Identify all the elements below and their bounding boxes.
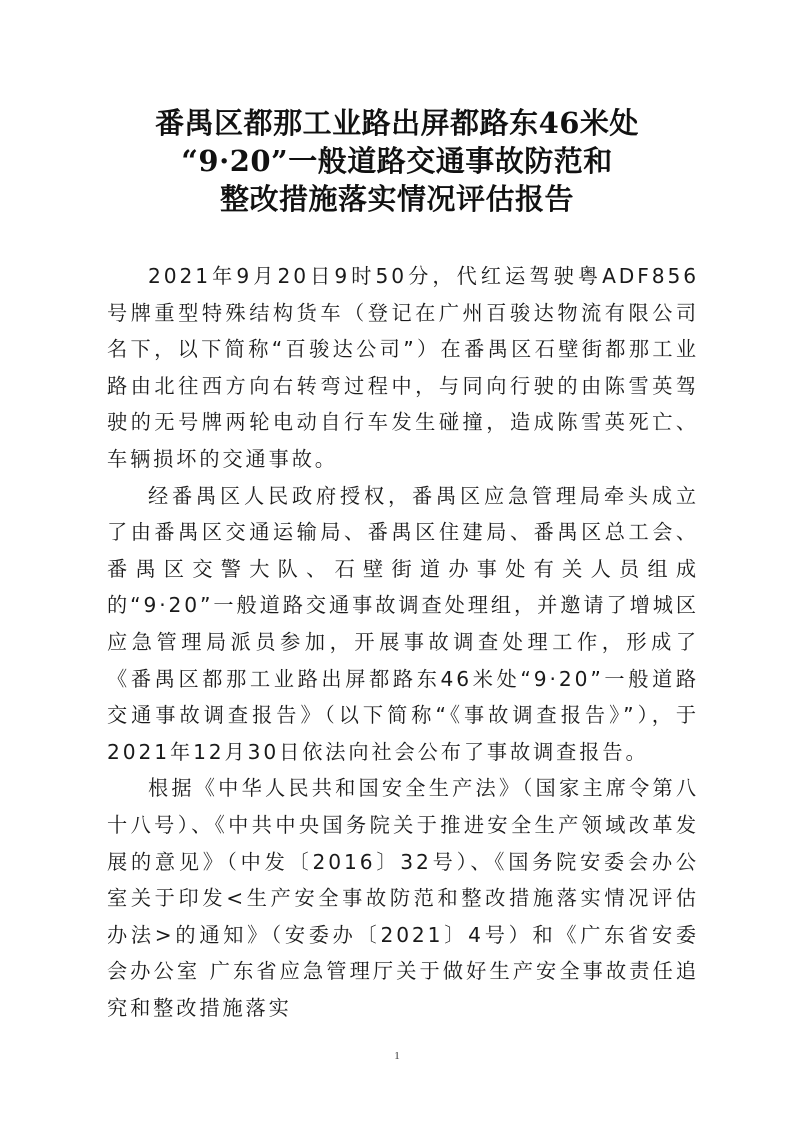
document-body bbox=[107, 258, 699, 1026]
paragraph-legal-basis: 根据《中华人民共和国安全生产法》（国家主席令第八十八号）、《中共中央国务院关于推进安全生产领域改革发展的意见》（中发〔2016〕32号）、《国务院安委会办公室关于印发<生产安全事故防范和整改措施落实情况评估办法>的通知》（安委办〔2021〕4号）和《广东省安委会办公室 广东省应急管理厅关于做好生产安全事故责任追究和整改措施落实 bbox=[107, 776, 699, 1020]
document-title bbox=[0, 104, 794, 218]
paragraph-investigation: 经番禺区人民政府授权，番禺区应急管理局牵头成立了由番禺区交通运输局、番禺区住建局、番禺区总工会、番禺区交警大队、石壁街道办事处有关人员组成的“9·20”一般道路交通事故调查处理组，并邀请了增城区应急管理局派员参加，开展事故调查处理工作，形成了《番禺区都那工业路出屏都路东46米处“9·20”一般道路交通事故调查报告》（以下简称“《事故调查报告》”），于2021年12月30日依法向社会公布了事故调查报告。 bbox=[107, 483, 699, 764]
page-number: 1 bbox=[394, 1050, 400, 1062]
paragraph-accident-summary: 2021年9月20日9时50分，代红运驾驶粤ADF856号牌重型特殊结构货车（登记在广州百骏达物流有限公司名下，以下简称“百骏达公司”）在番禺区石壁街都那工业路由北往西方向右转弯过程中，与同向行驶的由陈雪英驾驶的无号牌两轮电动自行车发生碰撞，造成陈雪英死亡、车辆损坏的交通事故。 bbox=[107, 264, 699, 471]
title-line-2: “9·20”一般道路交通事故防范和 bbox=[181, 144, 613, 178]
title-line-1: 番禺区都那工业路出屏都路东46米处 bbox=[155, 106, 639, 140]
title-line-3: 整改措施落实情况评估报告 bbox=[219, 182, 574, 216]
